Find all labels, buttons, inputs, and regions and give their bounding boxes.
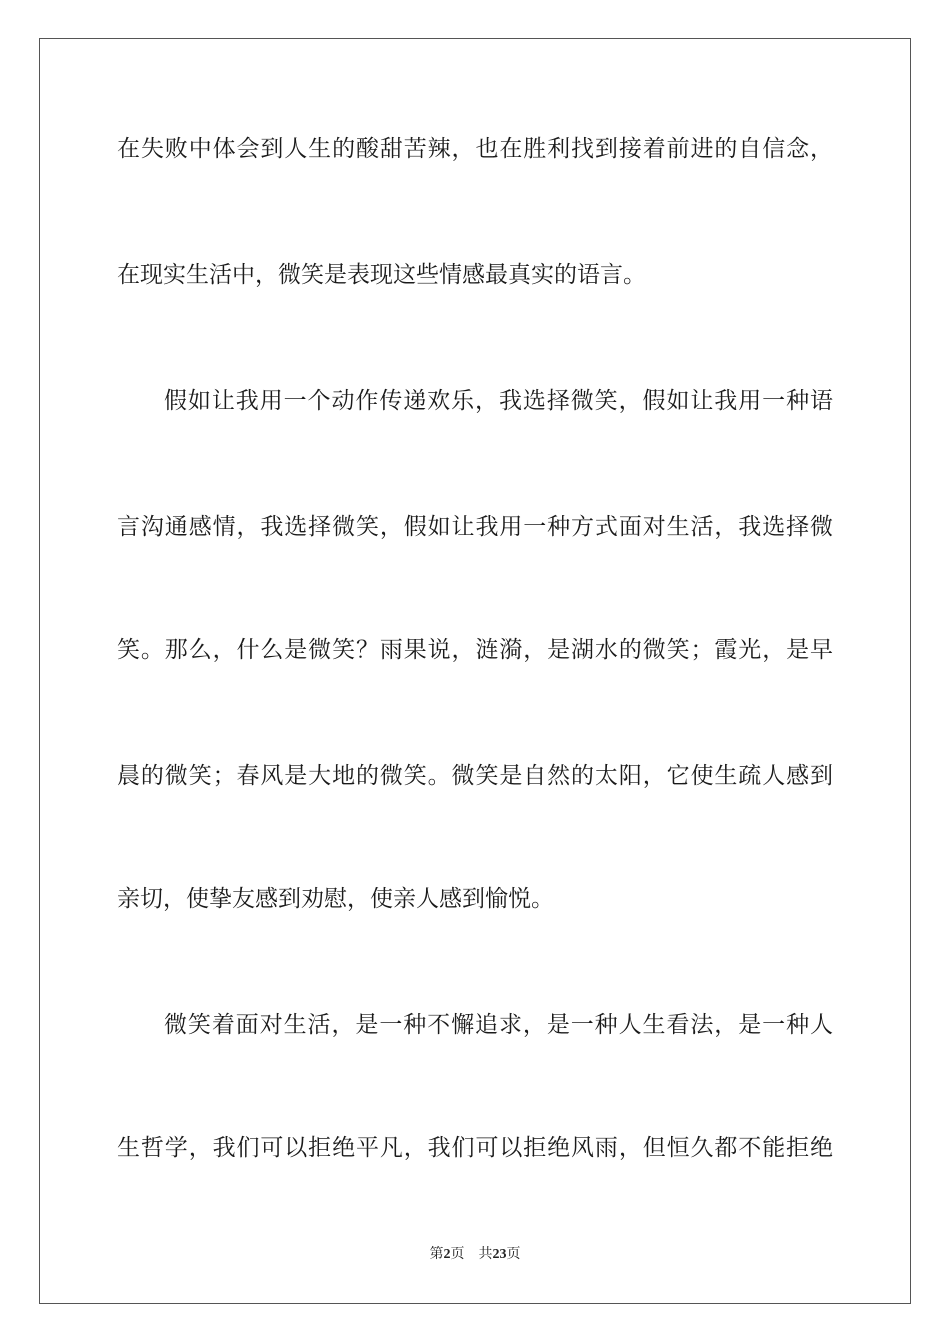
page-footer xyxy=(0,1244,950,1265)
total-suffix: 页 xyxy=(506,1246,521,1262)
paragraph-line: 言沟通感情，我选择微笑，假如让我用一种方式面对生活，我选择微 xyxy=(117,514,833,540)
paragraph-line: 晨的微笑；春风是大地的微笑。微笑是自然的太阳，它使生疏人感到 xyxy=(117,763,833,789)
paragraph-line: 在现实生活中，微笑是表现这些情感最真实的语言。 xyxy=(117,262,646,288)
paragraph-line: 笑。那么，什么是微笑？雨果说，涟漪，是湖水的微笑；霞光，是早 xyxy=(117,637,833,663)
page-suffix: 页 xyxy=(450,1246,465,1262)
paragraph-line: 微笑着面对生活，是一种不懈追求，是一种人生看法，是一种人 xyxy=(164,1012,833,1038)
paragraph-line: 假如让我用一个动作传递欢乐，我选择微笑，假如让我用一种语 xyxy=(164,388,833,414)
page-prefix: 第 xyxy=(429,1246,444,1262)
paragraph-line: 在失败中体会到人生的酸甜苦辣，也在胜利找到接着前进的自信念， xyxy=(117,136,833,162)
page-number: 2 xyxy=(443,1247,451,1262)
total-pages: 23 xyxy=(492,1247,507,1262)
total-prefix: 共 xyxy=(478,1246,493,1262)
paragraph-line: 亲切，使挚友感到劝慰，使亲人感到愉悦。 xyxy=(117,886,554,912)
page-border xyxy=(39,38,911,1304)
paragraph-line: 生哲学，我们可以拒绝平凡，我们可以拒绝风雨，但恒久都不能拒绝 xyxy=(117,1135,833,1161)
